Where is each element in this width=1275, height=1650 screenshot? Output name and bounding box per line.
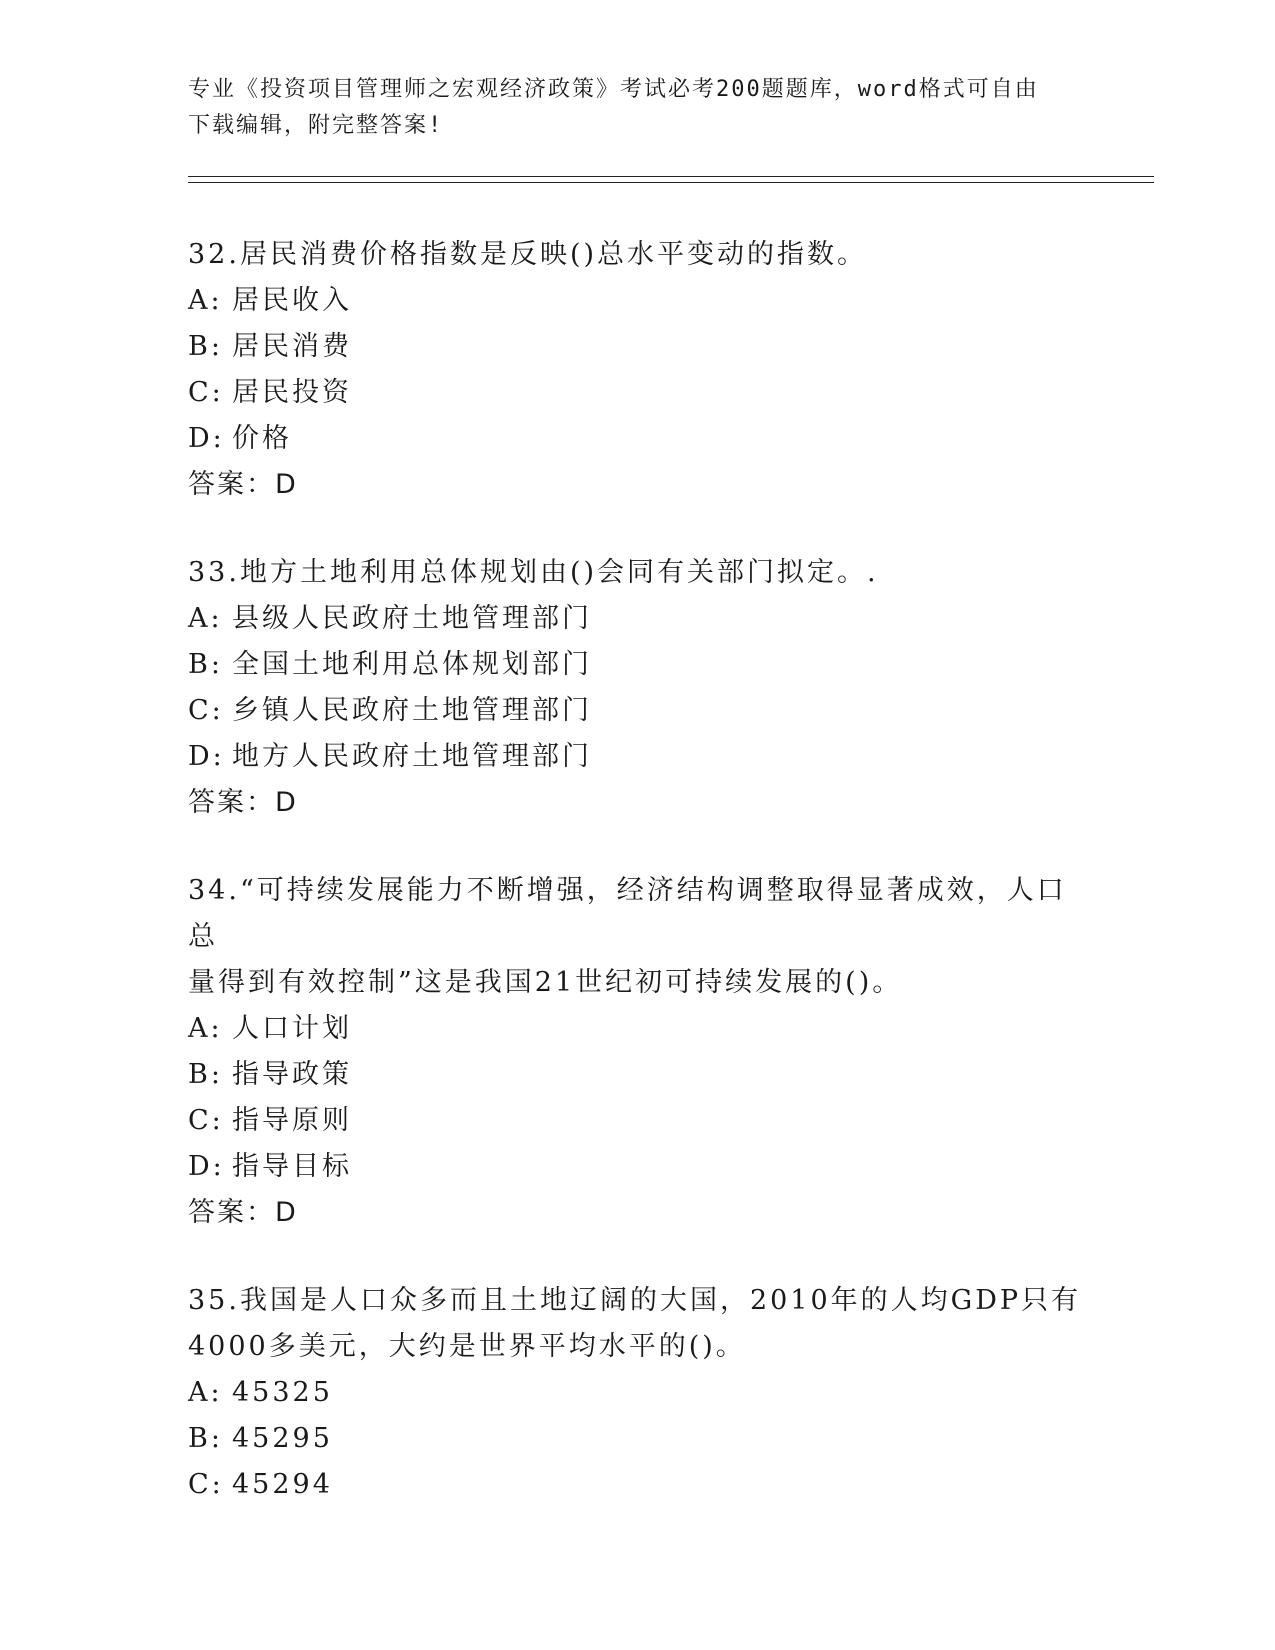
option-a — [188, 278, 1088, 324]
header-divider-bottom — [188, 182, 1154, 183]
option-text: 县级人民政府土地管理部门 — [232, 603, 592, 634]
option-text: 价格 — [232, 423, 292, 454]
question-text-line-2: 4000多美元，大约是世界平均水平的()。 — [188, 1331, 746, 1362]
option-text: 居民消费 — [232, 331, 352, 362]
option-d — [188, 1144, 1088, 1190]
option-text: 人口计划 — [232, 1013, 352, 1044]
option-text: 指导原则 — [232, 1105, 352, 1136]
option-text: 指导政策 — [232, 1059, 352, 1090]
option-text: 全国土地利用总体规划部门 — [232, 649, 592, 680]
option-label: B: — [188, 1059, 223, 1090]
option-a — [188, 1370, 1088, 1416]
option-label: C: — [188, 1469, 224, 1500]
option-b — [188, 1052, 1088, 1098]
option-label: D: — [188, 423, 225, 454]
option-label: C: — [188, 1105, 224, 1136]
question-text-line-1: 34.“可持续发展能力不断增强，经济结构调整取得显著成效，人口总 — [188, 875, 1067, 952]
header-line-1: 专业《投资项目管理师之宏观经济政策》考试必考200题题库，word格式可自由 — [188, 77, 1039, 102]
option-label: C: — [188, 695, 224, 726]
question-text: 33.地方土地利用总体规划由()会同有关部门拟定。. — [188, 557, 879, 588]
option-label: A: — [188, 603, 223, 634]
header-line-2: 下载编辑，附完整答案! — [188, 113, 444, 138]
option-c — [188, 688, 1088, 734]
header-divider-top — [188, 176, 1154, 177]
question-33 — [188, 550, 1088, 826]
option-d — [188, 416, 1088, 462]
option-b — [188, 324, 1088, 370]
option-label: C: — [188, 377, 224, 408]
option-a — [188, 1006, 1088, 1052]
option-label: D: — [188, 741, 225, 772]
option-label: A: — [188, 1377, 223, 1408]
option-b — [188, 1416, 1088, 1462]
option-text: 居民投资 — [232, 377, 352, 408]
answer-line: 答案：D — [188, 1197, 298, 1228]
document-header — [188, 72, 1088, 144]
answer-line: 答案：D — [188, 469, 298, 500]
option-a — [188, 596, 1088, 642]
option-b — [188, 642, 1088, 688]
option-text: 指导目标 — [232, 1151, 352, 1182]
question-32 — [188, 232, 1088, 508]
option-label: B: — [188, 649, 223, 680]
option-text: 45294 — [232, 1469, 333, 1500]
option-text: 乡镇人民政府土地管理部门 — [232, 695, 592, 726]
option-c — [188, 370, 1088, 416]
option-c — [188, 1462, 1088, 1508]
option-label: B: — [188, 331, 223, 362]
option-d — [188, 734, 1088, 780]
option-c — [188, 1098, 1088, 1144]
answer-line: 答案：D — [188, 787, 298, 818]
question-34 — [188, 868, 1088, 1236]
option-label: D: — [188, 1151, 225, 1182]
option-text: 45295 — [232, 1423, 333, 1454]
question-text-line-1: 35.我国是人口众多而且土地辽阔的大国，2010年的人均GDP只有 — [188, 1285, 1082, 1316]
option-label: B: — [188, 1423, 223, 1454]
question-list — [188, 232, 1088, 1550]
option-label: A: — [188, 1013, 223, 1044]
question-text: 32.居民消费价格指数是反映()总水平变动的指数。 — [188, 239, 868, 270]
question-text-line-2: 量得到有效控制”这是我国21世纪初可持续发展的()。 — [188, 967, 903, 998]
option-label: A: — [188, 285, 223, 316]
option-text: 45325 — [232, 1377, 333, 1408]
option-text: 居民收入 — [232, 285, 352, 316]
question-35 — [188, 1278, 1088, 1508]
option-text: 地方人民政府土地管理部门 — [232, 741, 592, 772]
